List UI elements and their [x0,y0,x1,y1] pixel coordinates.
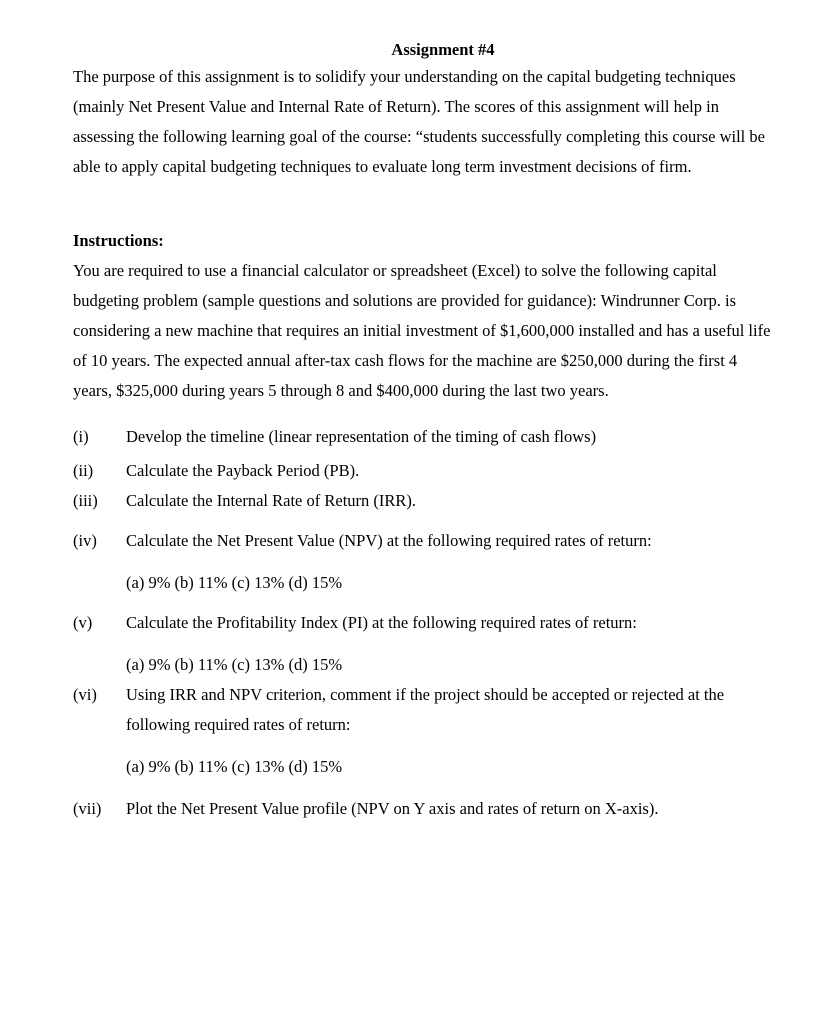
instructions-heading: Instructions: [73,231,164,250]
item-text: Calculate the Net Present Value (NPV) at the following required rates of return: [126,531,652,550]
item-number: (iii) [73,491,98,510]
item-text: Calculate the Profitability Index (PI) at the following required rates of return: [126,613,637,632]
page-title: Assignment #4 [391,40,495,59]
item-rates: (a) 9% (b) 11% (c) 13% (d) 15% [126,757,343,776]
list-item-vi [73,680,773,740]
item-rates: (a) 9% (b) 11% (c) 13% (d) 15% [126,655,343,674]
list-item-iii [73,486,773,516]
section-gap [73,182,773,226]
item-number: (i) [73,427,89,446]
item-number: (vi) [73,685,97,704]
item-text: Calculate the Internal Rate of Return (IRR). [126,491,417,510]
instructions-paragraph: You are required to use a financial calculator or spreadsheet (Excel) to solve the following capital budgeting problem (sample questions and solutions are provided for guidance): Windrunner Corp. is considering a new machine that requires an initial investment of $1,600,000 installed and has a useful life of 10 years. The expected annual after-tax cash flows for the machine are $250,000 during the first 4 years, $325,000 during years 5 through 8 and $400,000 during the last two years. [73,261,771,400]
item-number: (ii) [73,461,94,480]
item-text: Develop the timeline (linear representation of the timing of cash flows) [126,427,597,446]
list-item-i [73,422,773,452]
item-rates: (a) 9% (b) 11% (c) 13% (d) 15% [126,573,343,592]
list-item-iv [73,526,773,556]
list-item-vii [73,794,773,824]
item-number: (iv) [73,531,97,550]
item-number: (vii) [73,799,102,818]
item-text: Calculate the Payback Period (PB). [126,461,360,480]
item-text: Plot the Net Present Value profile (NPV on Y axis and rates of return on X-axis). [126,799,659,818]
document-page [73,38,773,824]
list-item-v [73,608,773,638]
item-text: Using IRR and NPV criterion, comment if the project should be accepted or rejected at the following required rates of return: [126,685,725,734]
item-number: (v) [73,613,93,632]
intro-paragraph: The purpose of this assignment is to solidify your understanding on the capital budgeting techniques (mainly Net Present Value and Internal Rate of Return). The scores of this assignment will help in assessing the following learning goal of the course: “students successfully completing this course will be able to apply capital budgeting techniques to evaluate long term investment decisions of firm. [73,67,765,176]
list-item-ii [73,456,773,486]
